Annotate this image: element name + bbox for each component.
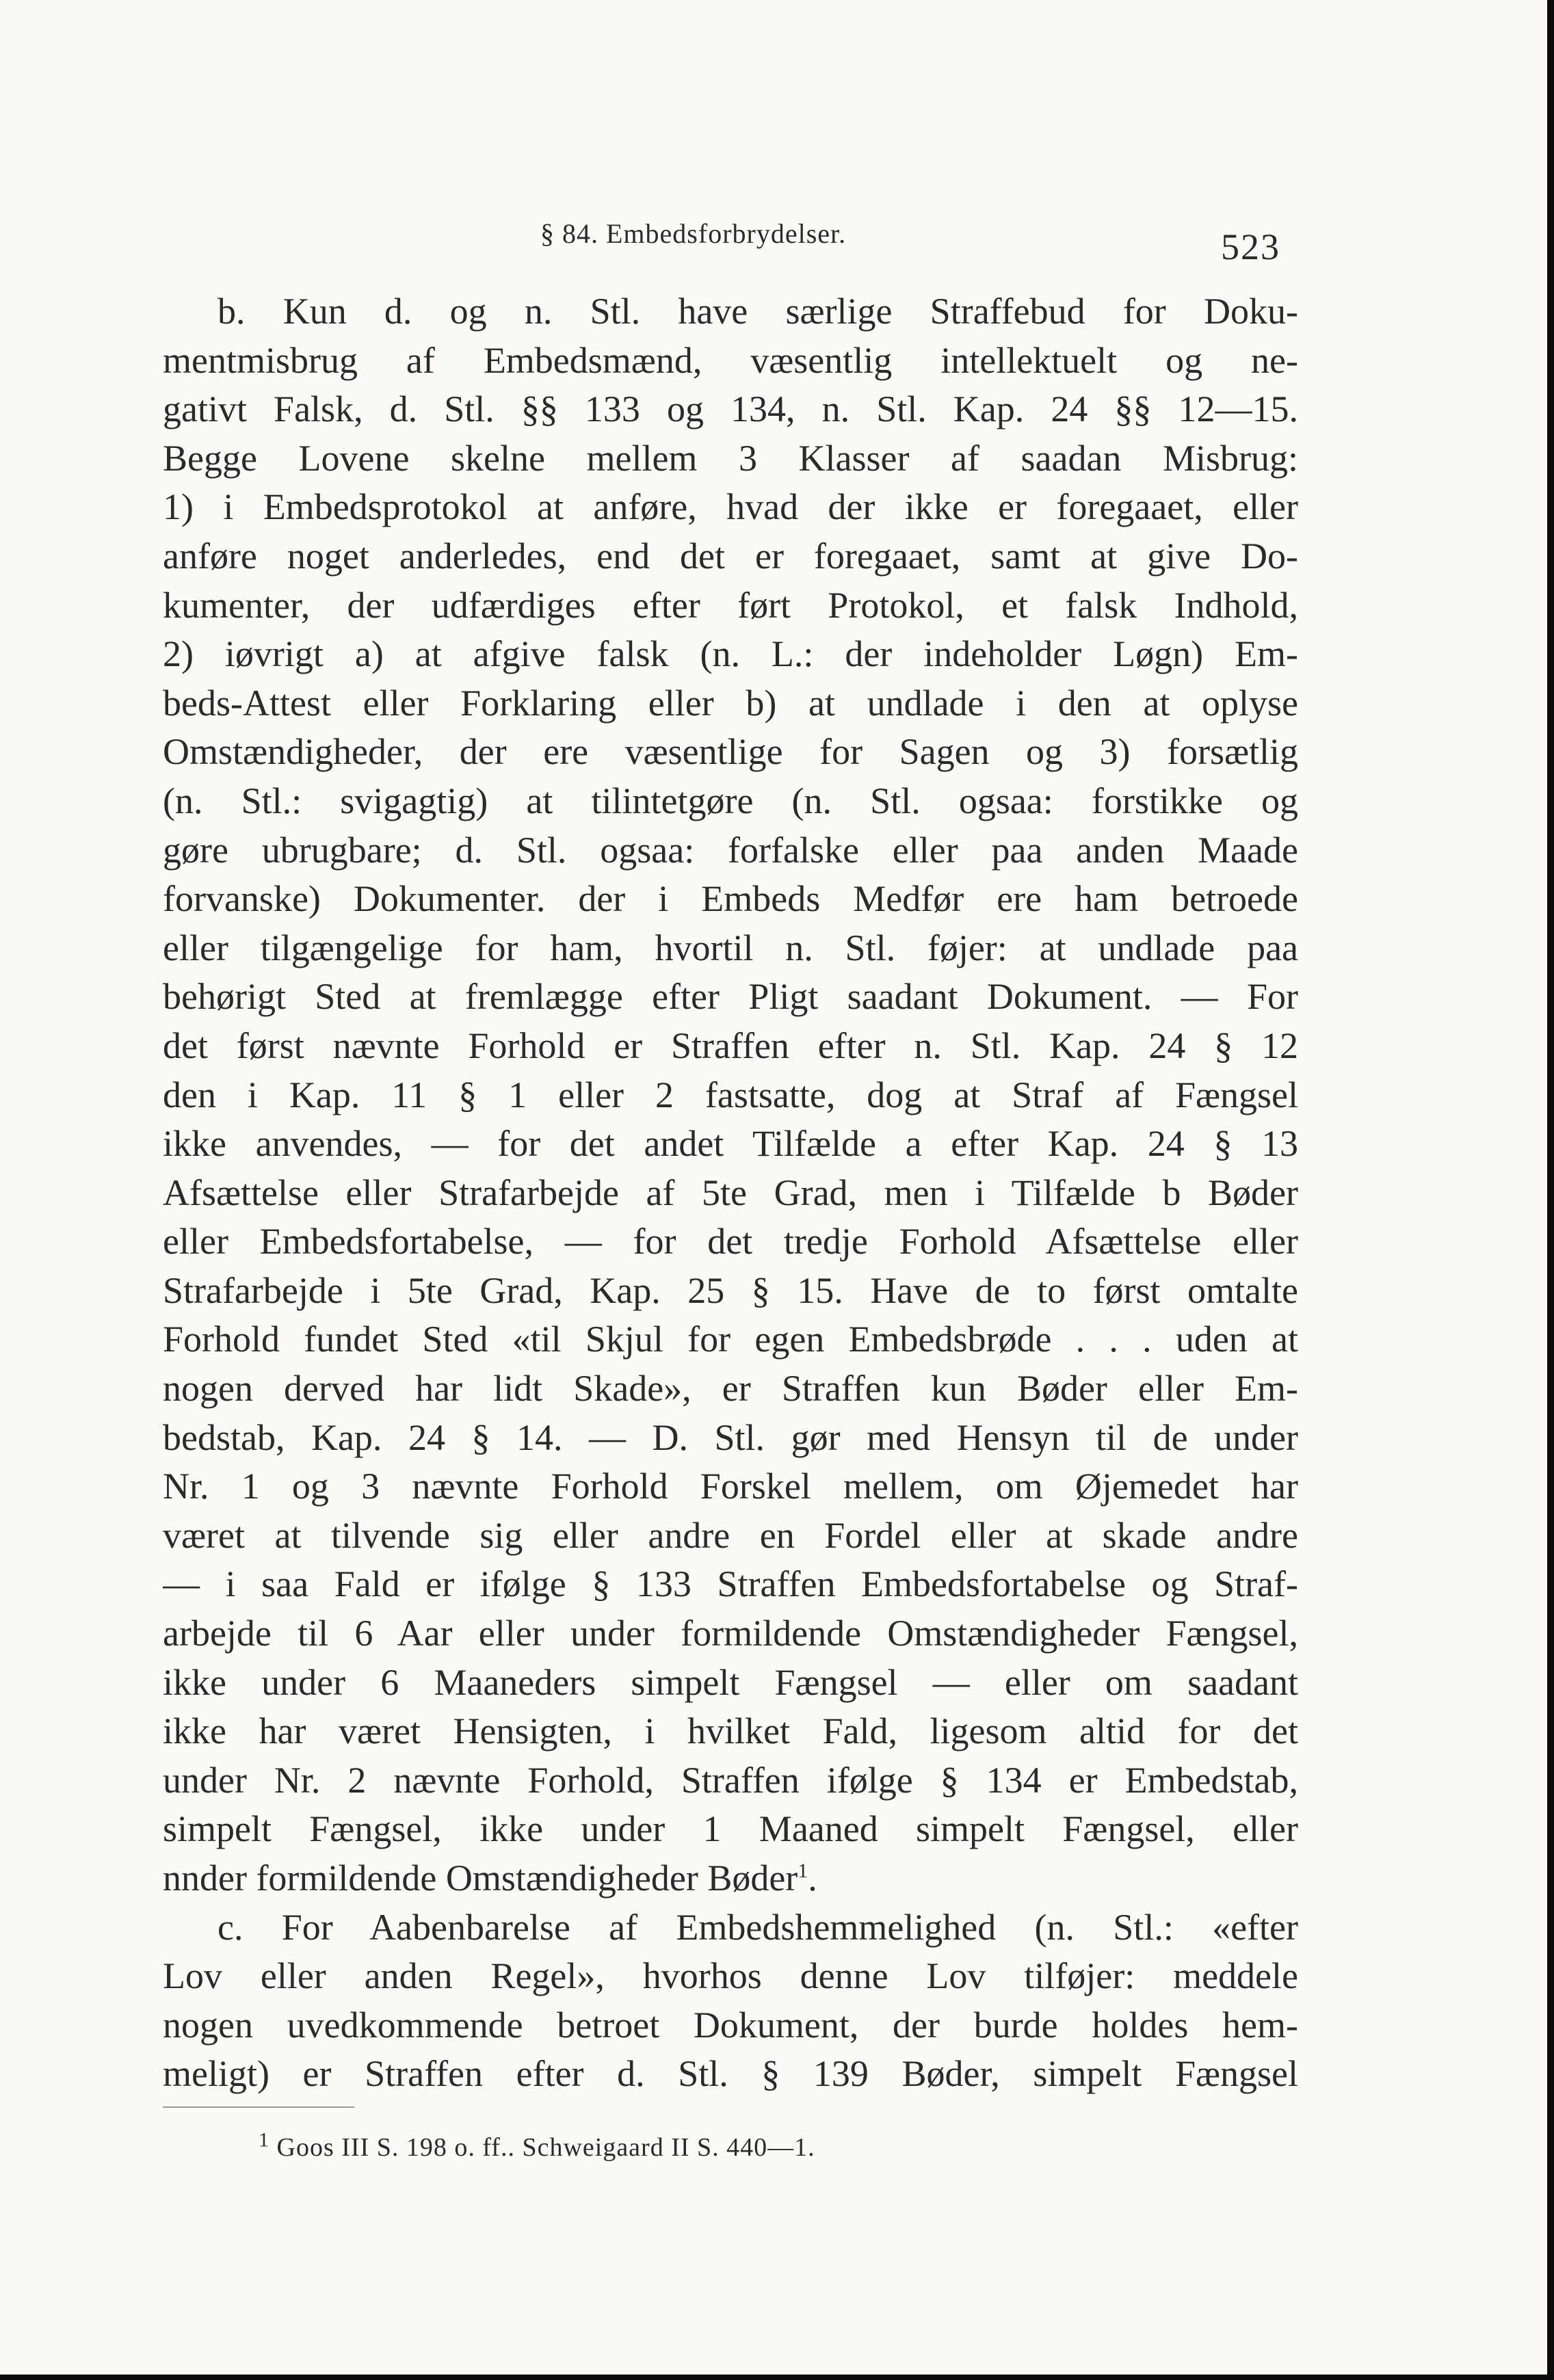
text-line: Strafarbejde i 5te Grad, Kap. 25 § 15. Have de to først omtalte [163,1269,1298,1311]
text-line: eller Embedsfortabelse, — for det tredje Forhold Afsættelse eller [163,1221,1298,1262]
text-line-with-footnote-ref [163,1854,1298,1903]
text-line: forvanske) Dokumenter. der i Embeds Medfør ere ham betroede [163,878,1298,920]
text-line: bedstab, Kap. 24 § 14. — D. Stl. gør med Hensyn til de under [163,1416,1298,1458]
footnote [259,2128,815,2163]
text-line: (n. Stl.: svigagtig) at tilintetgøre (n. Stl. ogsaa: forstikke og [163,780,1298,821]
text-line: ikke anvendes, — for det andet Tilfælde a efter Kap. 24 § 13 [163,1123,1298,1165]
text-line: Lov eller anden Regel», hvorhos denne Lov tilføjer: meddele [163,1955,1298,1997]
running-head: § 84. Embedsforbrydelser. [540,218,847,249]
text-line: behørigt Sted at fremlægge efter Pligt saadant Dokument. — For [163,976,1298,1018]
page-header [0,217,1554,267]
text-line: gøre ubrugbare; d. Stl. ogsaa: forfalske eller paa anden Maade [163,829,1298,871]
text-line: ikke har været Hensigten, i hvilket Fald, ligesom altid for det [163,1710,1298,1752]
scan-edge-right [1547,0,1554,2380]
scan-edge-bottom [0,2375,1554,2380]
text-line: Afsættelse eller Strafarbejde af 5te Grad, men i Tilfælde b Bøder [163,1172,1298,1213]
text-line: b. Kun d. og n. Stl. have særlige Straffebud for Doku- [218,291,1298,332]
text-line: arbejde til 6 Aar eller under formildende Omstændigheder Fængsel, [163,1613,1298,1654]
text-line: været at tilvende sig eller andre en Fordel eller at skade andre [163,1514,1298,1556]
text-line-content: nnder formildende Omstændigheder Bøder [163,1857,798,1899]
text-line: simpelt Fængsel, ikke under 1 Maaned simpelt Fængsel, eller [163,1808,1298,1850]
text-line: ikke under 6 Maaneders simpelt Fængsel — eller om saadant [163,1661,1298,1703]
text-line: Nr. 1 og 3 nævnte Forhold Forskel mellem, om Øjemedet har [163,1466,1298,1507]
text-line: gativt Falsk, d. Stl. §§ 133 og 134, n. Stl. Kap. 24 §§ 12—15. [163,388,1298,430]
text-line: Omstændigheder, der ere væsentlige for Sagen og 3) forsætlig [163,731,1298,773]
text-line: 1) i Embedsprotokol at anføre, hvad der ikke er foregaaet, eller [163,486,1298,528]
text-line: nogen uvedkommende betroet Dokument, der burde holdes hem- [163,2004,1298,2046]
text-line: det først nævnte Forhold er Straffen efter n. Stl. Kap. 24 § 12 [163,1024,1298,1066]
line-end-period: . [808,1857,817,1899]
body-text [163,287,1298,2099]
footnote-marker: 1 [259,2128,269,2152]
text-line: eller tilgængelige for ham, hvortil n. Stl. føjer: at undlade paa [163,927,1298,968]
footnote-rule [163,2106,354,2108]
text-line: Begge Lovene skelne mellem 3 Klasser af saadan Misbrug: [163,437,1298,479]
footnote-text: Goos III S. 198 o. ff.. Schweigaard II S. 440—1. [276,2133,815,2162]
text-line: beds-Attest eller Forklaring eller b) at undlade i den at oplyse [163,682,1298,724]
text-line: kumenter, der udfærdiges efter ført Protokol, et falsk Indhold, [163,584,1298,626]
text-line: Forhold fundet Sted «til Skjul for egen Embedsbrøde . . . uden at [163,1319,1298,1360]
text-line: mentmisbrug af Embedsmænd, væsentlig intellektuelt og ne- [163,339,1298,381]
text-line: anføre noget anderledes, end det er foregaaet, samt at give Do- [163,535,1298,577]
text-line: nogen derved har lidt Skade», er Straffen kun Bøder eller Em- [163,1368,1298,1410]
text-line: — i saa Fald er ifølge § 133 Straffen Embedsfortabelse og Straf- [163,1563,1298,1605]
text-line: under Nr. 2 nævnte Forhold, Straffen ifølge § 134 er Embedstab, [163,1759,1298,1801]
text-line: 2) iøvrigt a) at afgive falsk (n. L.: der indeholder Løgn) Em- [163,633,1298,675]
text-line: c. For Aabenbarelse af Embedshemmelighed (n. Stl.: «efter [218,1906,1298,1948]
text-line: den i Kap. 11 § 1 eller 2 fastsatte, dog at Straf af Fængsel [163,1074,1298,1115]
footnote-ref: 1 [798,1860,808,1882]
text-line: meligt) er Straffen efter d. Stl. § 139 Bøder, simpelt Fængsel [163,2053,1298,2095]
page-number: 523 [1221,226,1280,267]
